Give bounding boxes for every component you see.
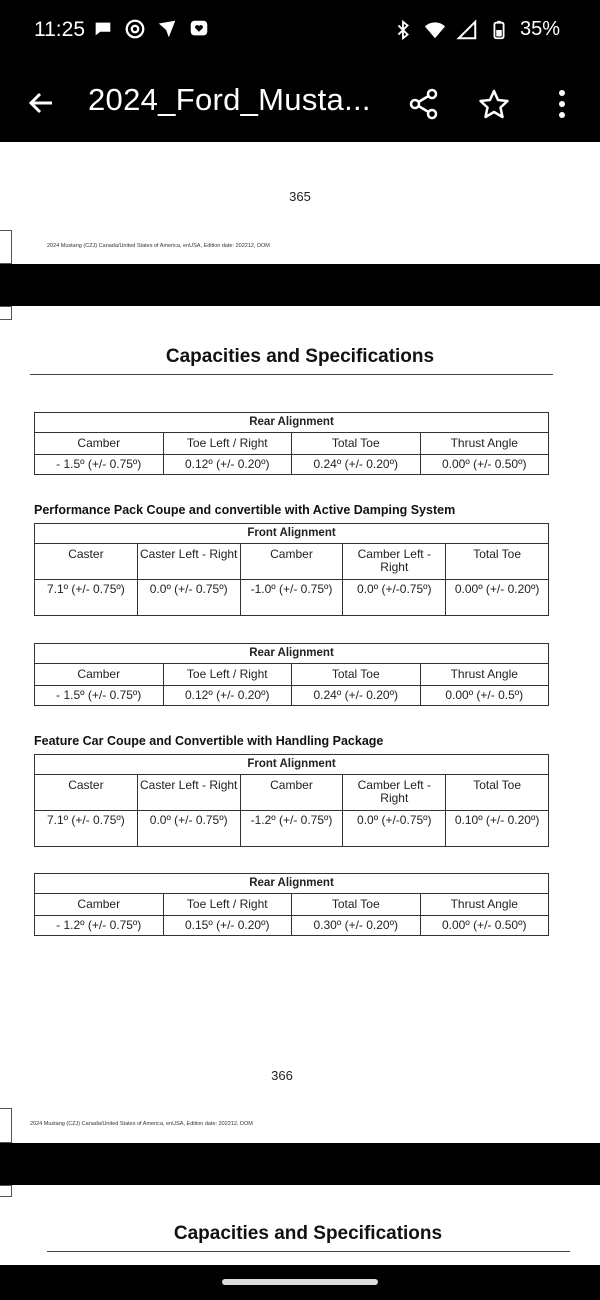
pdf-page-366 [0, 306, 600, 1143]
column-header: Camber [35, 433, 164, 455]
pdf-page-367 [0, 1185, 600, 1265]
table-heading: Rear Alignment [35, 413, 549, 433]
column-header: Camber Left - Right [343, 775, 446, 811]
column-header: Total Toe [292, 894, 421, 916]
back-arrow-icon[interactable] [24, 86, 58, 120]
column-header: Total Toe [446, 775, 549, 811]
front-alignment-table [34, 754, 549, 847]
crop-mark [0, 1108, 12, 1143]
table-cell: 0.24º (+/- 0.20º) [292, 686, 421, 706]
column-header: Caster [35, 775, 138, 811]
section-heading: Feature Car Coupe and Convertible with Handling Package [34, 734, 384, 748]
page-footer: 2024 Mustang (CZJ) Canada/United States of America, enUSA, Edition date: 202212, DOM [30, 1121, 253, 1127]
heart-badge-icon [188, 18, 210, 40]
table-cell: 7.1º (+/- 0.75º) [35, 811, 138, 847]
column-header: Total Toe [292, 433, 421, 455]
table-cell: 0.0º (+/- 0.75º) [137, 811, 240, 847]
column-header: Camber [35, 894, 164, 916]
pdf-page-365 [0, 142, 600, 264]
status-bar [0, 0, 600, 62]
column-header: Caster Left - Right [137, 544, 240, 580]
table-cell: -1.0º (+/- 0.75º) [240, 580, 343, 616]
crop-mark [0, 230, 12, 264]
column-header: Camber [35, 664, 164, 686]
table-cell: 0.0º (+/- 0.75º) [137, 580, 240, 616]
share-icon[interactable] [408, 88, 440, 120]
page-number: 365 [289, 189, 311, 204]
table-cell: 0.10º (+/- 0.20º) [446, 811, 549, 847]
column-header: Toe Left / Right [163, 433, 292, 455]
table-cell: 0.00º (+/- 0.50º) [420, 916, 549, 936]
table-cell: 0.0º (+/-0.75º) [343, 580, 446, 616]
table-heading: Front Alignment [35, 755, 549, 775]
column-header: Thrust Angle [420, 433, 549, 455]
column-header: Thrust Angle [420, 894, 549, 916]
status-time: 11:25 [34, 18, 85, 41]
table-heading: Rear Alignment [35, 644, 549, 664]
table-cell: 0.00º (+/- 0.20º) [446, 580, 549, 616]
table-cell: 7.1º (+/- 0.75º) [35, 580, 138, 616]
table-heading: Front Alignment [35, 524, 549, 544]
chat-bubble-icon [92, 18, 114, 40]
app-bar [0, 62, 600, 142]
battery-icon [488, 19, 510, 41]
pdf-viewer[interactable] [0, 142, 600, 1265]
more-vertical-icon[interactable] [552, 88, 572, 120]
page-title: Capacities and Specifications [173, 1223, 443, 1244]
page-footer: 2024 Mustang (CZJ) Canada/United States of America, enUSA, Edition date: 202212, DOM [47, 243, 270, 249]
navigation-bar [0, 1265, 600, 1300]
column-header: Toe Left / Right [163, 664, 292, 686]
system-status-icons [392, 18, 560, 41]
crop-mark [0, 1185, 12, 1197]
rear-alignment-table [34, 412, 549, 475]
battery-percent: 35% [519, 18, 560, 40]
cell-signal-icon [456, 19, 478, 41]
table-cell: 0.30º (+/- 0.20º) [292, 916, 421, 936]
title-divider [47, 1251, 570, 1252]
table-cell: 0.00º (+/- 0.5º) [420, 686, 549, 706]
table-cell: -1.2º (+/- 0.75º) [240, 811, 343, 847]
column-header: Thrust Angle [420, 664, 549, 686]
column-header: Caster [35, 544, 138, 580]
table-cell: - 1.5º (+/- 0.75º) [35, 686, 164, 706]
column-header: Total Toe [446, 544, 549, 580]
table-cell: 0.12º (+/- 0.20º) [163, 455, 292, 475]
table-cell: 0.12º (+/- 0.20º) [163, 686, 292, 706]
page-number: 366 [271, 1068, 293, 1083]
notification-icons [92, 18, 210, 40]
wifi-icon [424, 19, 446, 41]
bluetooth-icon [392, 19, 414, 41]
column-header: Camber Left - Right [343, 544, 446, 580]
table-cell: - 1.5º (+/- 0.75º) [35, 455, 164, 475]
table-cell: 0.0º (+/-0.75º) [343, 811, 446, 847]
front-alignment-table [34, 523, 549, 616]
threads-icon [124, 18, 146, 40]
rear-alignment-table [34, 643, 549, 706]
home-gesture-handle[interactable] [222, 1279, 378, 1285]
table-cell: 0.00º (+/- 0.50º) [420, 455, 549, 475]
column-header: Camber [240, 775, 343, 811]
page-title: Capacities and Specifications [165, 346, 435, 367]
star-icon[interactable] [478, 88, 510, 120]
column-header: Camber [240, 544, 343, 580]
document-title: 2024_Ford_Musta... [88, 82, 371, 117]
rear-alignment-table [34, 873, 549, 936]
title-divider [30, 374, 553, 375]
location-arrow-icon [156, 18, 178, 40]
table-heading: Rear Alignment [35, 874, 549, 894]
crop-mark [0, 306, 12, 320]
column-header: Total Toe [292, 664, 421, 686]
table-cell: 0.24º (+/- 0.20º) [292, 455, 421, 475]
table-cell: - 1.2º (+/- 0.75º) [35, 916, 164, 936]
column-header: Caster Left - Right [137, 775, 240, 811]
section-heading: Performance Pack Coupe and convertible with Active Damping System [34, 503, 456, 517]
column-header: Toe Left / Right [163, 894, 292, 916]
table-cell: 0.15º (+/- 0.20º) [163, 916, 292, 936]
